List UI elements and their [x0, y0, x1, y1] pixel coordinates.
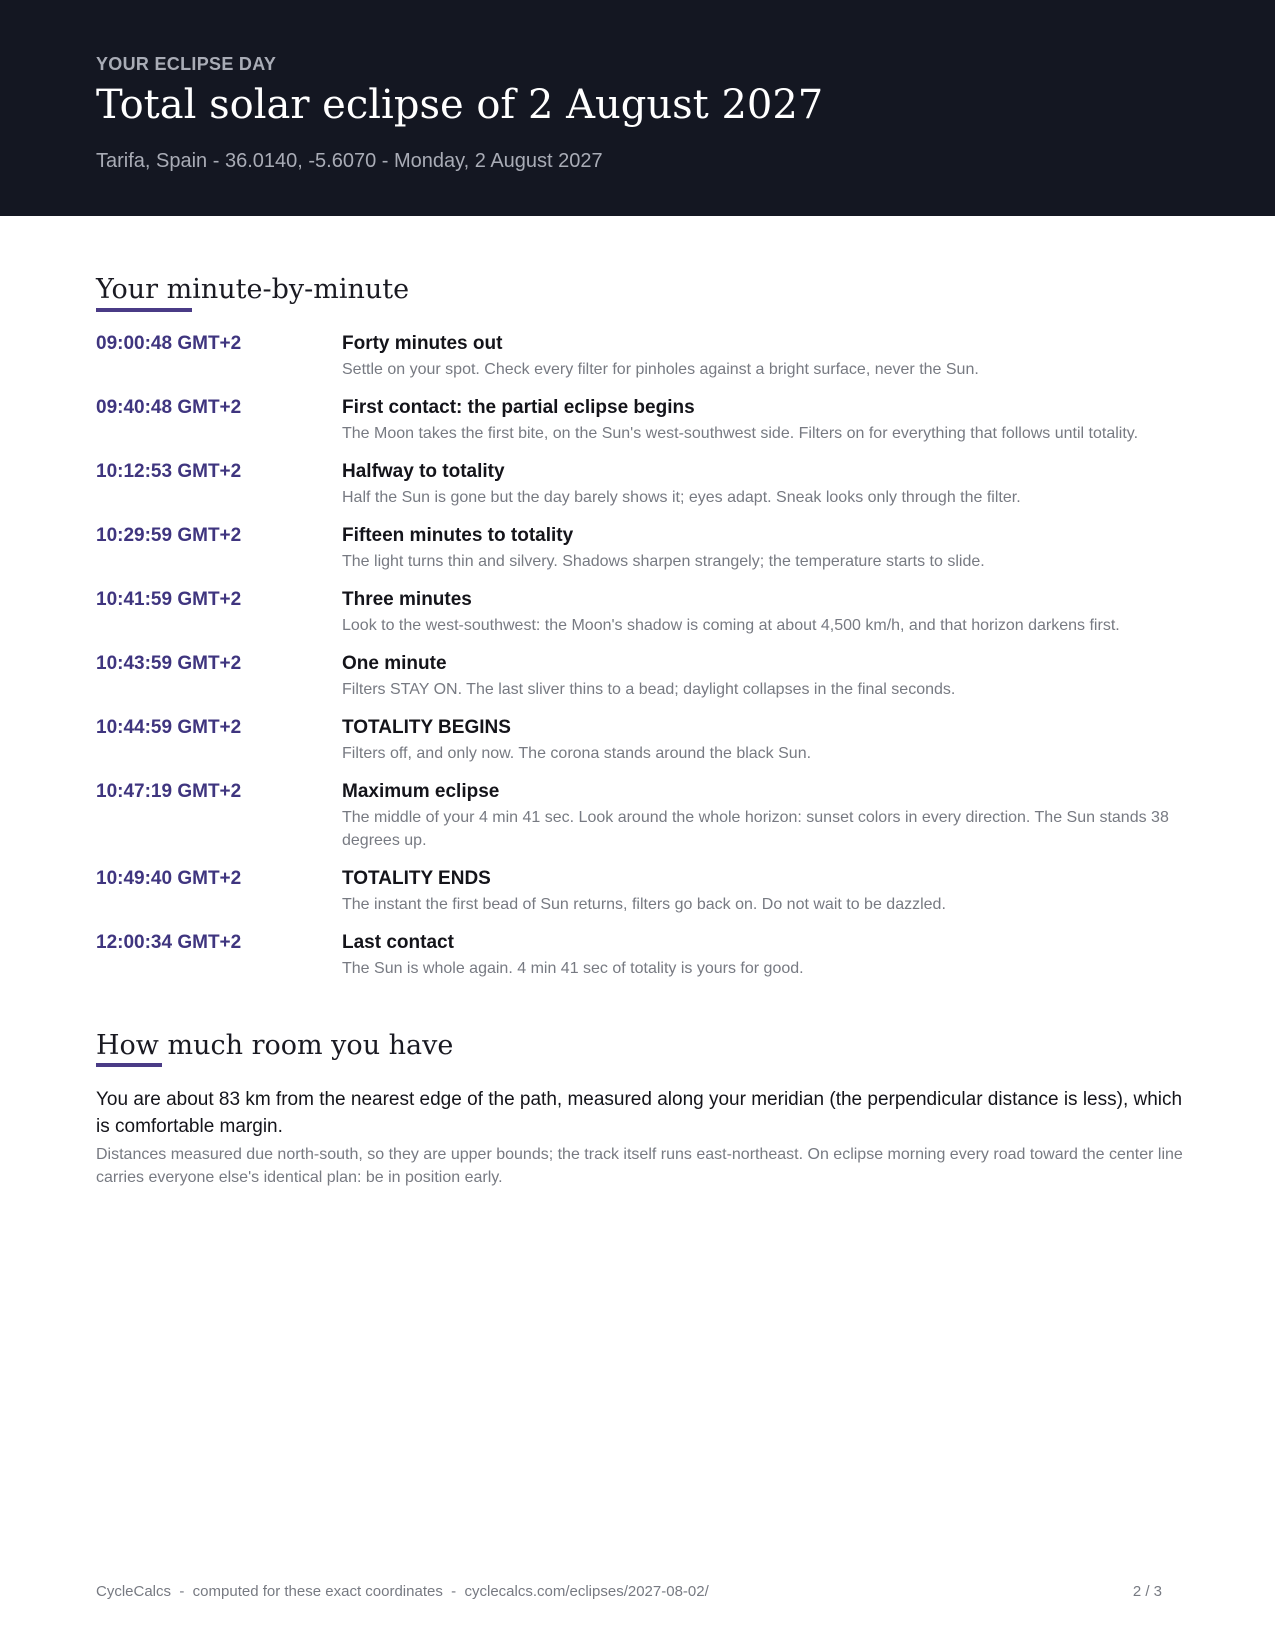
event-description: Filters STAY ON. The last sliver thins to a bead; daylight collapses in the final seconds. [342, 681, 956, 698]
event-time: 12:00:34 GMT+2 [96, 932, 242, 953]
event-title: Fifteen minutes to totality [342, 525, 574, 546]
event-body [342, 867, 1186, 916]
room-note-text: Distances measured due north-south, so they are upper bounds; the track itself runs east-northeast. On eclipse morning every road toward the center line carries everyone else's identical plan: be in position early. [96, 1146, 1183, 1186]
timeline-row [96, 716, 1186, 765]
event-description: The Sun is whole again. 4 min 41 sec of totality is yours for good. [342, 960, 804, 977]
event-time: 10:43:59 GMT+2 [96, 653, 242, 674]
header-kicker: YOUR ECLIPSE DAY [96, 54, 277, 74]
event-title: Last contact [342, 932, 454, 953]
event-title: Forty minutes out [342, 333, 503, 354]
event-title: TOTALITY BEGINS [342, 717, 511, 738]
timeline-list [96, 332, 1186, 995]
event-description: The light turns thin and silvery. Shadows sharpen strangely; the temperature starts to slide. [342, 553, 985, 570]
event-description: The middle of your 4 min 41 sec. Look around the whole horizon: sunset colors in every direction. The Sun stands 38 degrees up. [342, 809, 1169, 849]
event-time: 10:47:19 GMT+2 [96, 781, 242, 802]
event-time: 10:49:40 GMT+2 [96, 868, 242, 889]
event-time: 10:41:59 GMT+2 [96, 589, 242, 610]
page-number: 2 / 3 [1132, 1583, 1162, 1600]
event-description: Look to the west-southwest: the Moon's shadow is coming at about 4,500 km/h, and that horizon darkens first. [342, 617, 1120, 634]
event-description: Settle on your spot. Check every filter for pinholes against a bright surface, never the Sun. [342, 361, 979, 378]
section-underline [96, 308, 192, 312]
event-title: TOTALITY ENDS [342, 868, 491, 889]
event-title: Maximum eclipse [342, 781, 500, 802]
event-body [342, 524, 1186, 573]
event-time: 10:12:53 GMT+2 [96, 461, 242, 482]
room-section [96, 1086, 1186, 1189]
event-body [342, 396, 1186, 445]
event-description: The Moon takes the first bite, on the Sun's west-southwest side. Filters on for everything that follows until totality. [342, 425, 1139, 442]
event-description: Filters off, and only now. The corona stands around the black Sun. [342, 745, 812, 762]
event-time: 10:44:59 GMT+2 [96, 717, 242, 738]
event-description: The instant the first bead of Sun returns, filters go back on. Do not wait to be dazzled. [342, 896, 946, 913]
event-body [342, 716, 1186, 765]
event-title: Halfway to totality [342, 461, 505, 482]
timeline-row [96, 652, 1186, 701]
page-header [0, 0, 1275, 216]
room-heading: How much room you have [96, 1030, 454, 1061]
minute-by-minute-heading: Your minute-by-minute [96, 274, 410, 305]
location-subtitle: Tarifa, Spain - 36.0140, -5.6070 - Monday, 2 August 2027 [96, 150, 603, 172]
event-time: 10:29:59 GMT+2 [96, 525, 242, 546]
event-body [342, 460, 1186, 509]
timeline-row [96, 867, 1186, 916]
page-footer [96, 1583, 1162, 1600]
section-underline [96, 1063, 162, 1067]
timeline-row [96, 332, 1186, 381]
timeline-row [96, 460, 1186, 509]
event-body [342, 931, 1186, 980]
event-time: 09:00:48 GMT+2 [96, 333, 242, 354]
room-lead-text: You are about 83 km from the nearest edge of the path, measured along your meridian (the perpendicular distance is less), which is comfortable margin. [96, 1089, 1183, 1137]
event-body [342, 780, 1186, 852]
event-title: Three minutes [342, 589, 472, 610]
timeline-row [96, 588, 1186, 637]
event-body [342, 588, 1186, 637]
event-description: Half the Sun is gone but the day barely shows it; eyes adapt. Sneak looks only through the filter. [342, 489, 1021, 506]
footer-source: CycleCalcs - computed for these exact coordinates - cyclecalcs.com/eclipses/2027-08-02/ [96, 1583, 709, 1600]
timeline-row [96, 931, 1186, 980]
timeline-row [96, 780, 1186, 852]
event-title: First contact: the partial eclipse begins [342, 397, 695, 418]
timeline-row [96, 524, 1186, 573]
event-title: One minute [342, 653, 447, 674]
timeline-row [96, 396, 1186, 445]
event-body [342, 332, 1186, 381]
event-body [342, 652, 1186, 701]
event-time: 09:40:48 GMT+2 [96, 397, 242, 418]
page-title: Total solar eclipse of 2 August 2027 [96, 82, 824, 128]
